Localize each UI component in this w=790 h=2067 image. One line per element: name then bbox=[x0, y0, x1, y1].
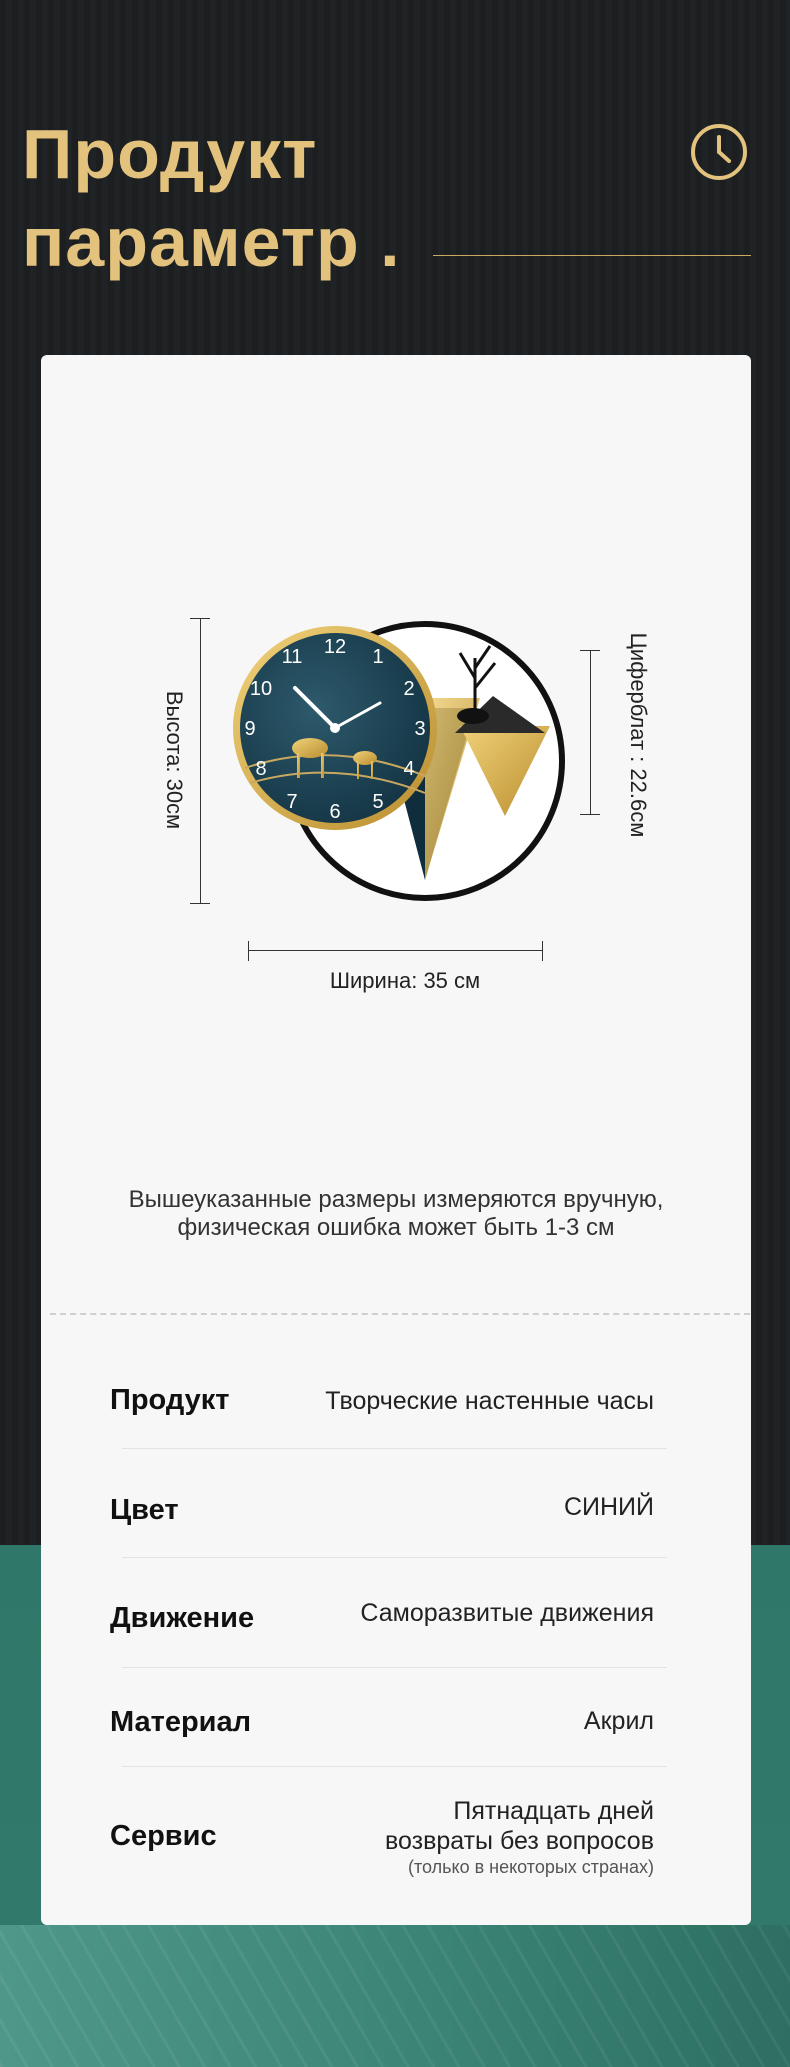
dial-dimension-tick-top bbox=[580, 650, 600, 651]
svg-text:4: 4 bbox=[403, 758, 415, 780]
measurement-note-line-1: Вышеуказанные размеры измеряются вручную, bbox=[128, 1186, 664, 1213]
spec-divider bbox=[122, 1557, 667, 1558]
spec-label: Материал bbox=[110, 1706, 252, 1738]
dial-dimension-tick-bottom bbox=[580, 814, 600, 815]
width-dimension-label: Ширина: 35 см bbox=[329, 968, 481, 993]
measurement-note bbox=[41, 1186, 751, 1242]
spec-label: Движение bbox=[110, 1602, 255, 1634]
clock-icon bbox=[690, 123, 748, 181]
svg-text:8: 8 bbox=[255, 758, 267, 780]
spec-label: Цвет bbox=[110, 1494, 179, 1526]
svg-text:5: 5 bbox=[372, 791, 384, 813]
spec-label: Продукт bbox=[110, 1384, 230, 1416]
spec-value: СИНИЙ bbox=[563, 1493, 654, 1521]
measurement-note-line-2: физическая ошибка может быть 1-3 см bbox=[177, 1214, 615, 1241]
spec-divider bbox=[122, 1448, 667, 1449]
dial-dimension-line bbox=[590, 650, 591, 815]
spec-value-note: (только в некоторых странах) bbox=[407, 1857, 654, 1877]
parameters-card bbox=[41, 355, 751, 1925]
page-title bbox=[22, 110, 401, 286]
spec-value: Акрил bbox=[583, 1707, 654, 1735]
teal-pattern-strip bbox=[0, 1925, 790, 2067]
height-dimension-tick-bottom bbox=[190, 903, 210, 904]
spec-value: Саморазвитые движения bbox=[360, 1599, 654, 1627]
svg-text:6: 6 bbox=[329, 801, 341, 823]
svg-text:9: 9 bbox=[244, 718, 256, 740]
spec-value bbox=[385, 1796, 654, 1878]
spec-divider bbox=[122, 1667, 667, 1668]
wall-clock-image bbox=[225, 618, 570, 903]
dial-dimension-label: Циферблат : 22.6см bbox=[626, 632, 651, 838]
spec-label: Сервис bbox=[110, 1820, 217, 1852]
svg-text:3: 3 bbox=[414, 718, 426, 740]
width-dimension-tick-left bbox=[248, 941, 249, 961]
page-title-line-2: параметр . bbox=[22, 203, 401, 281]
width-dimension-line bbox=[248, 950, 543, 951]
spec-divider bbox=[122, 1766, 667, 1767]
width-dimension-tick-right bbox=[542, 941, 543, 961]
gold-divider-line bbox=[433, 255, 751, 256]
svg-text:12: 12 bbox=[323, 636, 347, 658]
height-dimension-label: Высота: 30см bbox=[162, 690, 187, 830]
svg-text:7: 7 bbox=[286, 791, 298, 813]
svg-text:2: 2 bbox=[403, 678, 415, 700]
height-dimension-tick-top bbox=[190, 618, 210, 619]
svg-text:10: 10 bbox=[249, 678, 273, 700]
height-dimension-line bbox=[200, 618, 201, 904]
spec-value-line-1: Пятнадцать дней bbox=[453, 1797, 654, 1825]
svg-text:1: 1 bbox=[372, 646, 384, 668]
spec-value: Творческие настенные часы bbox=[325, 1387, 654, 1415]
dashed-separator bbox=[50, 1313, 750, 1315]
spec-value-line-2: возвраты без вопросов bbox=[384, 1827, 654, 1855]
svg-text:11: 11 bbox=[281, 646, 303, 668]
page-title-line-1: Продукт bbox=[22, 115, 318, 193]
